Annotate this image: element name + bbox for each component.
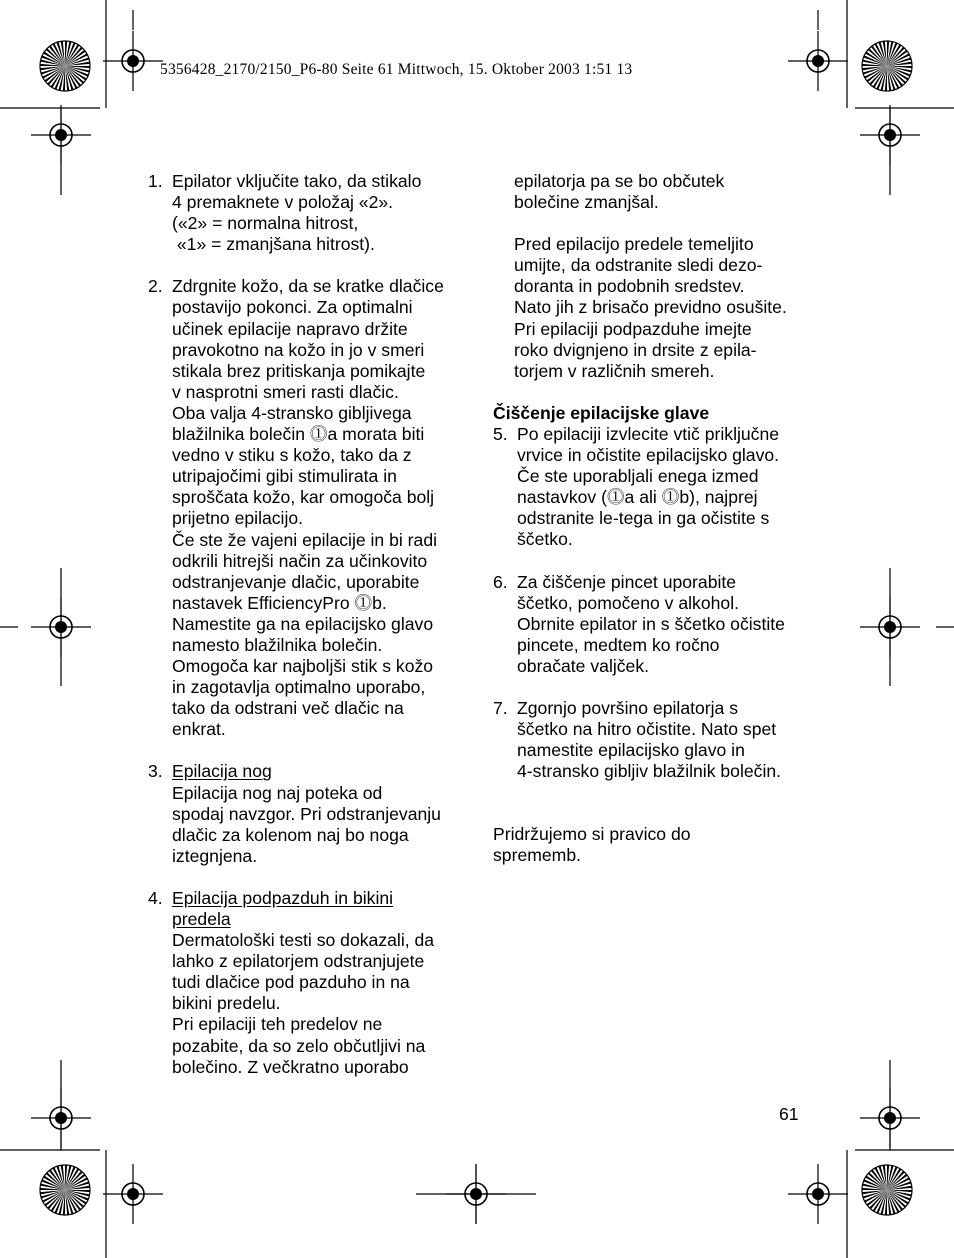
print-info-line: 5356428_2170/2150_P6-80 Seite 61 Mittwoch, 15. Oktober 2003 1:51 13 xyxy=(160,61,633,78)
text-line: torjem v različnih smereh. xyxy=(514,360,715,381)
text-line: odstranjevanje dlačic, uporabite xyxy=(172,571,420,592)
instruction-item-6 xyxy=(493,572,823,677)
text-line: vrvice in očistite epilacijsko glavo. xyxy=(517,445,780,466)
item-subtitle: Epilacija podpazduh in bikini xyxy=(172,887,394,908)
left-column xyxy=(148,171,468,1099)
text-line: Če ste uporabljali enega izmed xyxy=(517,466,759,487)
text-line: Omogoča kar najboljši stik s kožo xyxy=(172,656,434,677)
text-line: «1» = zmanjšana hitrost). xyxy=(172,234,375,255)
star-target-bottom-left xyxy=(40,1165,90,1215)
text-line: obračate valjček. xyxy=(517,655,650,676)
instruction-item-4 xyxy=(148,888,468,1078)
text-line: roko dvignjeno in drsite z epila- xyxy=(514,339,757,360)
text-line: pincete, medtem ko ročno xyxy=(517,634,720,655)
text-line: pravokotno na kožo in jo v smeri xyxy=(172,339,425,360)
text-line: stikala brez pritiskanja pomikajte xyxy=(172,360,426,381)
item-subtitle: predela xyxy=(172,909,231,929)
item-number: 1. xyxy=(148,171,163,191)
item-number: 2. xyxy=(148,276,163,297)
star-target-bottom-right xyxy=(862,1165,912,1215)
text-line: odstranite le-tega in ga očistite s xyxy=(517,508,770,529)
text-line: tako da odstrani več dlačic na xyxy=(172,698,404,719)
star-target-top-left xyxy=(40,41,90,91)
text-line: Dermatološki testi so dokazali, da xyxy=(172,930,435,951)
text-line: vedno v stiku s kožo, tako da z xyxy=(172,445,412,466)
item-number: 6. xyxy=(493,571,508,592)
star-target-top-right xyxy=(862,41,912,91)
continuation-text xyxy=(493,171,823,213)
text-line: Za čiščenje pincet uporabite xyxy=(517,571,737,592)
registration-mark-bottom-left xyxy=(103,1164,163,1224)
text-line: blažilnika bolečin ⓵a morata biti xyxy=(172,424,425,445)
registration-mark-bottom-right xyxy=(788,1164,848,1224)
text-line: Obrnite epilator in s ščetko očistite xyxy=(517,613,785,634)
preparation-paragraph xyxy=(493,234,823,382)
text-line: namesto blažilnika bolečin. xyxy=(172,634,383,655)
text-line: bolečino. Z večkratno uporabo xyxy=(172,1056,409,1077)
text-line: Če ste že vajeni epilacije in bi radi xyxy=(172,529,438,550)
text-line: Pri epilaciji podpazduhe imejte xyxy=(514,318,752,339)
item-number: 3. xyxy=(148,761,163,782)
text-line: učinek epilacije napravo držite xyxy=(172,318,408,339)
text-line: tudi dlačice pod pazduho in na xyxy=(172,972,410,993)
text-line: ščetko. xyxy=(517,529,573,550)
text-line: bikini predelu. xyxy=(172,993,281,1014)
text-line: Po epilaciji izvlecite vtič priključne xyxy=(517,423,780,444)
text-line: Zdrgnite kožo, da se kratke dlačice xyxy=(172,276,444,297)
text-line: Namestite ga na epilacijsko glavo xyxy=(172,613,434,634)
section-heading: Čiščenje epilacijske glave xyxy=(493,402,710,423)
text-line: Epilator vključite tako, da stikalo xyxy=(172,171,422,191)
text-line: lahko z epilatorjem odstranjujete xyxy=(172,951,425,972)
text-line: Pred epilacijo predele temeljito xyxy=(514,234,754,255)
text-line: namestite epilacijsko glavo in xyxy=(517,740,745,761)
text-line: prijetno epilacijo. xyxy=(172,508,304,529)
text-line: Oba valja 4-stransko gibljivega xyxy=(172,402,412,423)
text-line: enkrat. xyxy=(172,719,226,740)
text-line: 4 premaknete v položaj «2». xyxy=(172,192,394,213)
text-line: («2» = normalna hitrost, xyxy=(172,213,359,234)
text-line: epilatorja pa se bo občutek xyxy=(514,171,725,191)
right-column xyxy=(493,171,823,888)
text-line: Epilacija nog naj poteka od xyxy=(172,782,383,803)
page-number: 61 xyxy=(779,1104,799,1124)
text-line: utripajočimi gibi stimulirata in xyxy=(172,466,397,487)
rights-notice xyxy=(493,824,823,866)
text-line: postavijo pokonci. Za optimalni xyxy=(172,297,413,318)
text-line: Nato jih z brisačo previdno osušite. xyxy=(514,297,787,318)
text-line: ščetko na hitro očistite. Nato spet xyxy=(517,719,777,740)
text-line: nastavek EfficiencyPro ⓵b. xyxy=(172,592,387,613)
text-line: bolečine zmanjšal. xyxy=(514,192,659,213)
text-line: Pri epilaciji teh predelov ne xyxy=(172,1014,383,1035)
text-line: doranta in podobnih sredstev. xyxy=(514,276,745,297)
instruction-item-1 xyxy=(148,171,468,255)
text-line: Zgornjo površino epilatorja s xyxy=(517,697,739,718)
instruction-item-5 xyxy=(493,424,823,551)
text-line: iztegnjena. xyxy=(172,845,258,866)
text-line: pozabite, da so zelo občutljivi na xyxy=(172,1035,426,1056)
text-line: nastavkov (⓵a ali ⓵b), najprej xyxy=(517,487,758,508)
text-line: sproščata kožo, kar omogoča bolj xyxy=(172,487,435,508)
text-line: dlačic za kolenom naj bo noga xyxy=(172,824,409,845)
instruction-item-7 xyxy=(493,698,823,782)
text-line: spodaj navzgor. Pri odstranjevanju xyxy=(172,803,441,824)
text-line: sprememb. xyxy=(493,845,581,866)
item-number: 5. xyxy=(493,423,508,444)
instruction-item-2 xyxy=(148,276,468,740)
item-subtitle: Epilacija nog xyxy=(172,761,272,782)
registration-mark-top-right xyxy=(788,31,848,91)
instruction-item-3 xyxy=(148,761,468,866)
item-number: 4. xyxy=(148,887,163,908)
text-line: umijte, da odstranite sledi dezo- xyxy=(514,255,763,276)
item-number: 7. xyxy=(493,697,508,718)
text-line: Pridržujemo si pravico do xyxy=(493,824,691,845)
text-line: ščetko, pomočeno v alkohol. xyxy=(517,592,740,613)
text-line: v nasprotni smeri rasti dlačic. xyxy=(172,381,399,402)
text-line: in zagotavlja optimalno uporabo, xyxy=(172,677,426,698)
text-line: odkrili hitrejši način za učinkovito xyxy=(172,550,428,571)
text-line: 4-stransko gibljiv blažilnik bolečin. xyxy=(517,761,782,782)
registration-mark-top-left xyxy=(103,31,163,91)
